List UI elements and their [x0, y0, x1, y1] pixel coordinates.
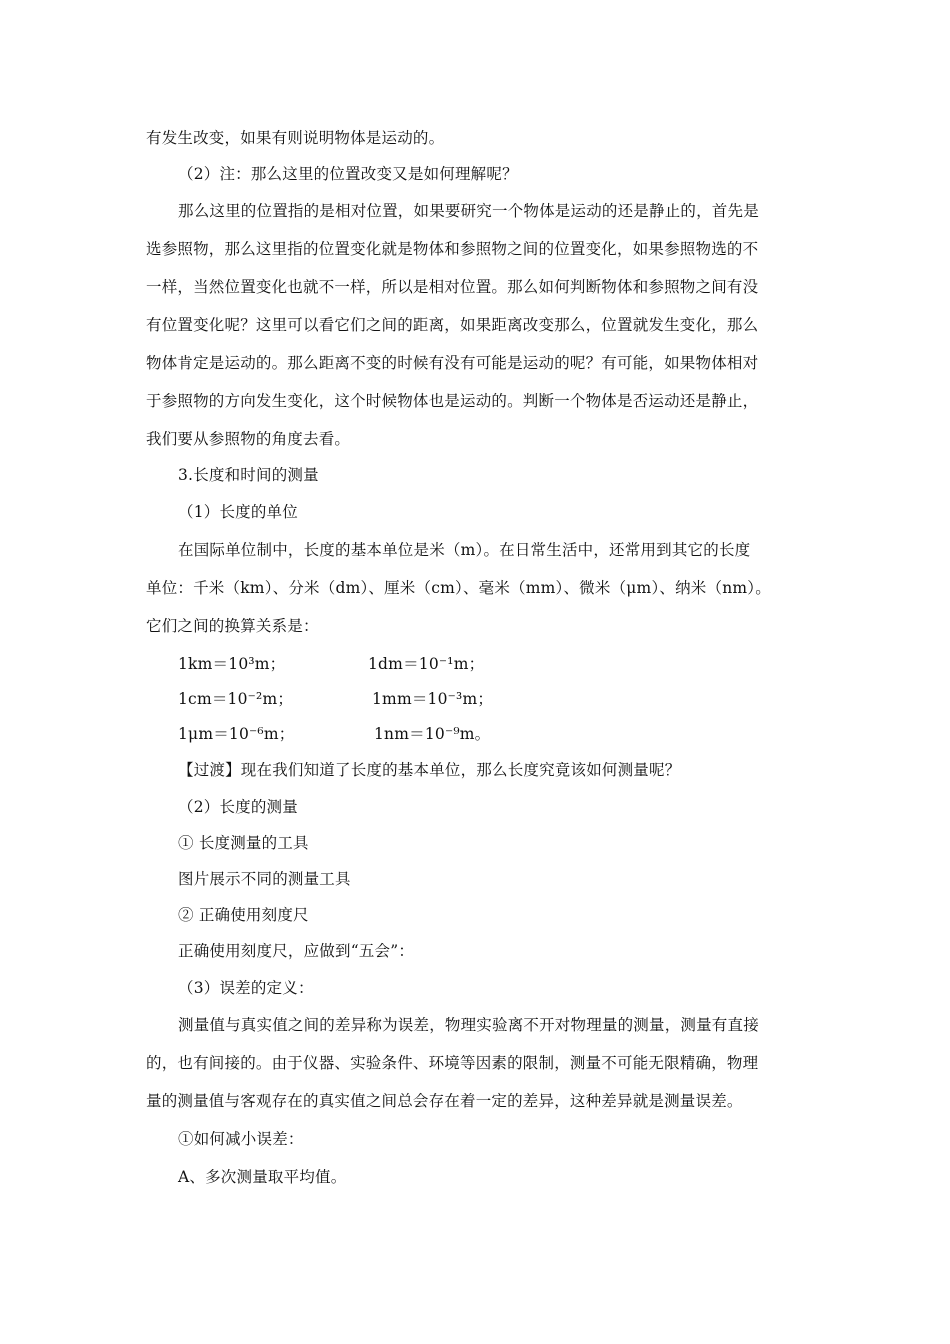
conversion-formula: 1mm＝10⁻³m；	[372, 690, 494, 708]
list-item: A、多次测量取平均值。	[178, 1168, 347, 1186]
conversion-formula: 1nm＝10⁻⁹m。	[374, 725, 491, 743]
paragraph-line: 我们要从参照物的角度去看。	[146, 430, 351, 448]
paragraph-line: 它们之间的换算关系是：	[146, 617, 319, 635]
list-item: ①如何减小误差：	[178, 1130, 304, 1148]
paragraph-line: 在国际单位制中，长度的基本单位是米（m）。在日常生活中，还常用到其它的长度	[178, 541, 751, 559]
conversion-formula: 1cm＝10⁻²m；	[178, 690, 294, 708]
paragraph-line: 选参照物，那么这里指的位置变化就是物体和参照物之间的位置变化，如果参照物选的不	[146, 240, 759, 258]
paragraph-line: 正确使用刻度尺，应做到“五会”：	[178, 942, 415, 960]
paragraph-line: 有发生改变，如果有则说明物体是运动的。	[146, 129, 445, 147]
paragraph-line: 量的测量值与客观存在的真实值之间总会存在着一定的差异，这种差异就是测量误差。	[146, 1092, 743, 1110]
paragraph-line: 图片展示不同的测量工具	[178, 870, 351, 888]
paragraph-line: 有位置变化呢？这里可以看它们之间的距离，如果距离改变那么，位置就发生变化，那么	[146, 316, 759, 334]
paragraph-line: 的，也有间接的。由于仪器、实验条件、环境等因素的限制，测量不可能无限精确，物理	[146, 1054, 759, 1072]
list-item: ① 长度测量的工具	[178, 834, 309, 852]
conversion-formula: 1μm＝10⁻⁶m；	[178, 725, 295, 743]
list-item: ② 正确使用刻度尺	[178, 906, 309, 924]
section-heading: 3.长度和时间的测量	[178, 466, 319, 484]
conversion-formula: 1km＝10³m；	[178, 655, 286, 673]
subheading: （1）长度的单位	[178, 503, 298, 521]
paragraph-line: 物体肯定是运动的。那么距离不变的时候有没有可能是运动的呢？有可能，如果物体相对	[146, 354, 759, 372]
subheading: （2）注：那么这里的位置改变又是如何理解呢？	[178, 165, 518, 183]
subheading: （2）长度的测量	[178, 798, 298, 816]
transition-note: 【过渡】现在我们知道了长度的基本单位，那么长度究竟该如何测量呢？	[178, 761, 681, 779]
conversion-formula: 1dm＝10⁻¹m；	[368, 655, 485, 673]
paragraph-line: 那么这里的位置指的是相对位置，如果要研究一个物体是运动的还是静止的，首先是	[178, 202, 759, 220]
paragraph-line: 单位：千米（km）、分米（dm）、厘米（cm）、毫米（mm）、微米（μm）、纳米（nm）。	[146, 579, 771, 597]
subheading: （3）误差的定义：	[178, 979, 314, 997]
paragraph-line: 于参照物的方向发生变化，这个时候物体也是运动的。判断一个物体是否运动还是静止，	[146, 392, 759, 410]
paragraph-line: 一样，当然位置变化也就不一样，所以是相对位置。那么如何判断物体和参照物之间有没	[146, 278, 759, 296]
paragraph-line: 测量值与真实值之间的差异称为误差，物理实验离不开对物理量的测量，测量有直接	[178, 1016, 759, 1034]
